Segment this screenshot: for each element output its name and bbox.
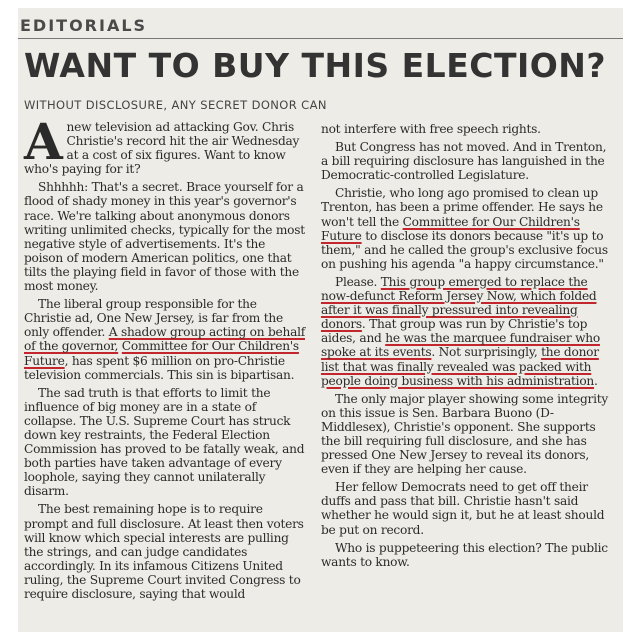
column-right <box>321 122 611 573</box>
headline: WANT TO BUY THIS ELECTION? <box>24 46 607 85</box>
underlined-text: This group emerged to replace the now-defunct Reform Jersey Now, which folded after it was finally pressured into revealing donors <box>321 274 597 332</box>
paragraph-1: Anew television ad attacking Gov. Chris Christie's record hit the air Wednesday at a cost of six figures. Want to know who's paying for it? <box>24 112 300 177</box>
paragraph-4: The sad truth is that efforts to limit the influence of big money are in a state of collapse. The U.S. Supreme Court has struck down key restraints, the Federal Election Commission has proved to be fatally weak, and both parties have taken advantage of every loophole, saying they cannot unilaterally disarm. <box>24 385 305 499</box>
paragraph-congress: But Congress has not moved. And in Trenton, a bill requiring disclosure has languished in the Democratic-controlled Legislature. <box>321 140 607 183</box>
newspaper-clipping <box>18 8 623 632</box>
section-label: EDITORIALS <box>20 16 148 35</box>
paragraph-closing: Who is puppeteering this election? The public wants to know. <box>321 540 608 569</box>
paragraph-5: The best remaining hope is to require prompt and full disclosure. At least then voters will know which special interests are pulling the strings, and can judge candidates accordingly. In its infamous Citizens United ruling, the Supreme Court invited Congress to require disclosure, saying that would <box>24 502 304 601</box>
paragraph-buono: The only major player showing some integrity on this issue is Sen. Barbara Buono (D-Middlesex), Christie's opponent. She supports the bill requiring full disclosure, and she has pressed One New Jersey to reveal its donors, even if they are helping her cause. <box>321 391 609 477</box>
underlined-text: A shadow group acting on behalf of the governor, <box>24 325 306 354</box>
section-rule <box>18 38 623 39</box>
column-left <box>24 112 306 605</box>
underlined-text: Committee for Our Children's Future <box>321 214 580 243</box>
underlined-text: Committee for Our Children's Future <box>24 339 299 368</box>
paragraph-2: Shhhhh: That's a secret. Brace yourself for a flood of shady money in this year's governor's race. We're talking about anonymous donors writing unlimited checks, typically for the most negative style of advertisements. It's the poison of modern American politics, one that tilts the playing field in favor of those with the most money. <box>24 180 305 294</box>
paragraph-continued: not interfere with free speech rights. <box>321 122 541 136</box>
underlined-text: the donor list that was finally revealed was packed with people doing business with his administration <box>321 345 599 388</box>
deck-subhead: WITHOUT DISCLOSURE, ANY SECRET DONOR CAN <box>24 98 327 112</box>
drop-cap: A <box>24 112 63 171</box>
paragraph-christie: Christie, who long ago promised to clean up Trenton, has been a prime offender. He says he won't tell the Committee for Our Children's Future to disclose its donors because "it's up to them," and he called the group's exclusive focus on pushing his agenda "a happy circumstance." <box>321 186 608 271</box>
paragraph-democrats: Her fellow Democrats need to get off their duffs and pass that bill. Christie hasn't said whether he would sign it, but he at least should be put on record. <box>321 480 605 537</box>
underlined-text: he was the marquee fundraiser who spoke at its events <box>321 331 600 360</box>
paragraph-3: The liberal group responsible for the Christie ad, One New Jersey, is far from the only offender. A shadow group acting on behalf of the governor, Committee for Our Children's Future, has spent $6 million on pro-Christie television commercials. This sin is bipartisan. <box>24 297 306 382</box>
paragraph-please: Please. This group emerged to replace the now-defunct Reform Jersey Now, which folded after it was finally pressured into revealing donors. That group was run by Christie's top aides, and he was the marquee fundraiser who spoke at its events. Not surprisingly, the donor list that was finally revealed was packed with people doing business with his administration. <box>321 274 600 388</box>
